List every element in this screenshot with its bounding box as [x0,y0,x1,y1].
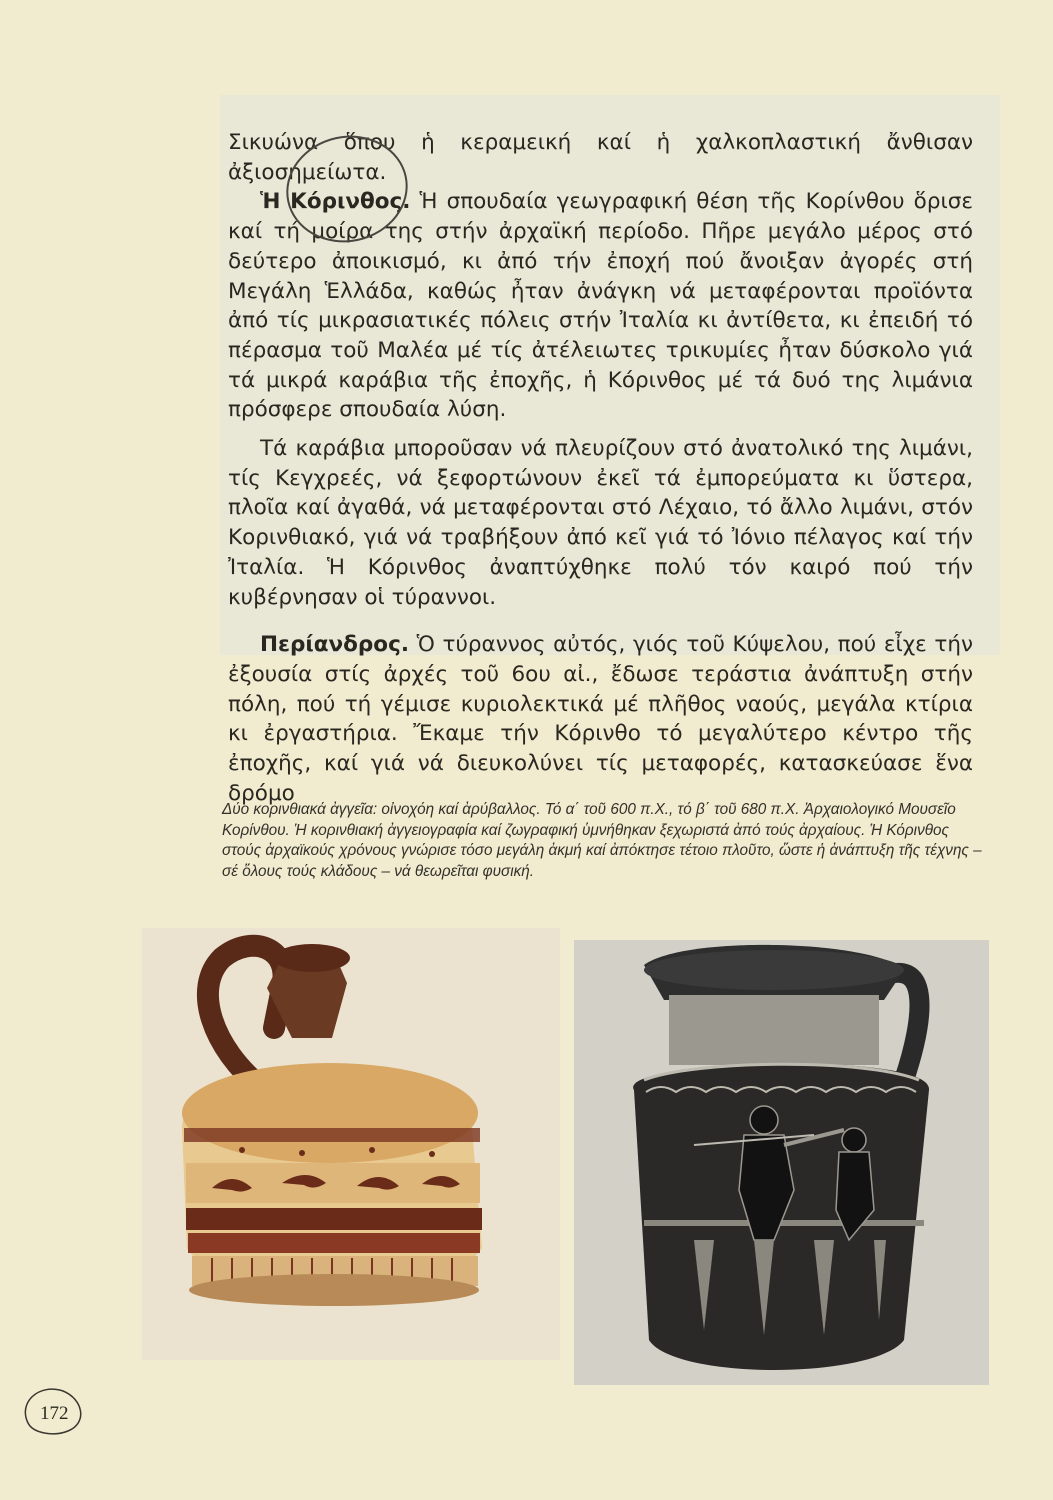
paragraph-periandros: Περίανδρος. Ὁ τύραννος αὐτός, γιός τοῦ Κύψελου, πού εἶχε τήν ἐξουσία στίς ἀρχές τοῦ 6ου αἰ., ἔδωσε τεράστια ἀνάπτυξη στήν πόλη, πού τή γέμισε κυριολεκτικά μέ πλῆθος ναούς, μεγάλα κτίρια κι ἐργαστήρια. Ἔκαμε τήν Κόρινθο τό μεγαλύτερο κέντρο τῆς ἐποχῆς, καί γιά νά διευκολύνει τίς μεταφορές, κατασκεύασε ἕνα δρόμο [228,632,973,806]
paragraph-corinth: Ἡ Κόρινθος. Ἡ σπουδαία γεωγραφική θέση τῆς Κορίνθου ὅρισε καί τή μοίρα της στήν ἀρχαϊκή περίοδο. Πῆρε μεγάλο μέρος στό δεύτερο ἀποικισμό, κι ἀπό τήν ἐποχή πού ἄνοιξαν ἀγορές στή Μεγάλη Ἑλλάδα, καθώς ἦταν ἀνάγκη νά μεταφέρονται προϊόντα ἀπό τίς μικρασιατικές πόλεις στήν Ἰταλία κι ἀντίθετα, κι ἐπειδή τό πέρασμα τοῦ Μαλέα μέ τίς ἀτέλειωτες τρικυμίες ἦταν δύσκολο γιά τά μικρά καράβια τῆς ἐποχῆς, ἡ Κόρινθος μέ τά δυό της λιμάνια πρόσφερε σπουδαία λύση. [228,189,973,423]
oinochoe-photo [574,940,989,1385]
section-heading-corinth: Ἡ Κόρινθος. [260,189,411,215]
paragraph-1: Σικυώνα ὅπου ἡ κεραμεική καί ἡ χαλκοπλαστική ἄνθισαν ἀξιοσημείωτα. [228,130,973,185]
aryballos-photo [142,928,560,1360]
section-heading-periandros: Περίανδρος. [260,632,409,658]
figure-caption: Δύο κορινθιακά ἀγγεῖα: οἰνοχόη καί ἀρύβαλλος. Τό α΄ τοῦ 600 π.Χ., τό β΄ τοῦ 680 π.Χ. Ἀρχαιολογικό Μουσεῖο Κορίνθου. Ἡ κορινθιακή ἀγγειογραφία καί ζωγραφική ὑμνήθηκαν ξεχωριστά ἀπό τούς ἀρχαίους. Ἡ Κόρινθος στούς ἀρχαϊκούς χρόνους γνώρισε τόσο μεγάλη ἀκμή καί ἀπόκτησε τέτοιο πλοῦτο, ὥστε ἡ ἀνάπτυξη τῆς τέχνης – σέ ὅλους τούς κλάδους – νά θεωρεῖται φυσική. [222,801,982,880]
paragraph-ships: Τά καράβια μποροῦσαν νά πλευρίζουν στό ἀνατολικό της λιμάνι, τίς Κεγχρεές, νά ξεφορτώνουν ἐκεῖ τά ἐμπορεύματα κι ὕστερα, πλοῖα καί ἀγαθά, νά μεταφέρονται στό Λέχαιο, τό ἄλλο λιμάνι, στόν Κορινθιακό, γιά νά τραβήξουν ἀπό κεῖ γιά τό Ἰόνιο πέλαγος καί τήν Ἰταλία. Ἡ Κόρινθος ἀναπτύχθηκε πολύ τόν καιρό πού τήν κυβέρνησαν οἱ τύραννοι. [228,436,973,610]
page-number: 172 [40,1403,69,1424]
